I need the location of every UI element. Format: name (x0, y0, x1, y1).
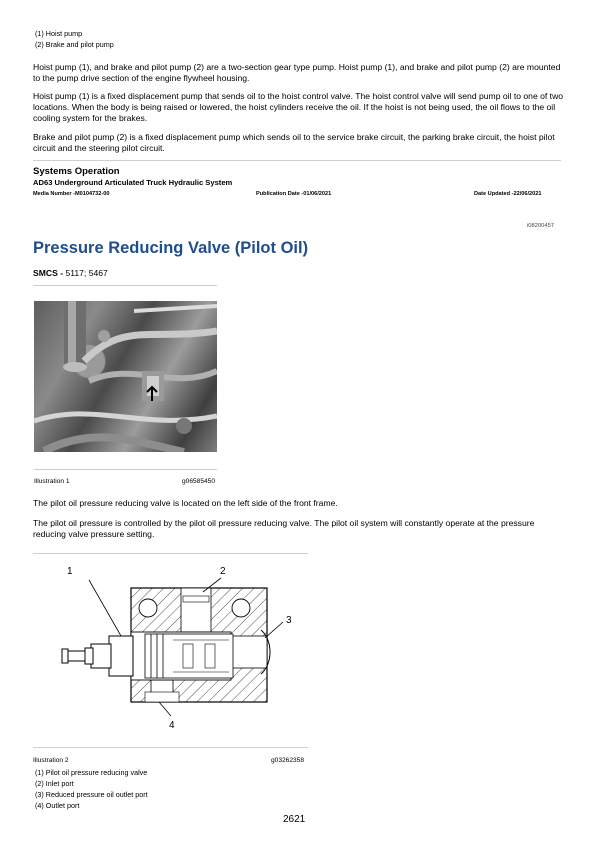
page-title: Pressure Reducing Valve (Pilot Oil) (33, 239, 309, 257)
callout-3: 3 (286, 615, 292, 626)
callout-1: 1 (67, 566, 73, 577)
location-paragraph: The pilot oil pressure reducing valve is located on the left side of the front frame. (33, 498, 338, 508)
smcs-line (33, 268, 108, 278)
publication-date: Publication Date -01/06/2021 (256, 191, 332, 197)
illustration-1-code: g06585450 (182, 478, 216, 485)
paragraph-2: Hoist pump (1) is a fixed displacement pump that sends oil to the hoist control valve. The hoist control valve will send pump oil to one of two locations. When the body is being raised or lowered, the hoist cylinders receive the oil. If the hoist is not being used, the oil flows to the oil cooling system for the brakes. (33, 91, 564, 123)
media-number: Media Number -M0104732-00 (33, 191, 110, 197)
date-updated: Date Updated -22/06/2021 (474, 191, 542, 197)
legend-item-1: (1) Pilot oil pressure reducing valve (35, 768, 148, 777)
intro-item-1: (1) Hoist pump (35, 29, 83, 38)
illustration-1-photo (34, 301, 217, 452)
illustration-2-rule (33, 747, 308, 748)
illustration-1-rule (34, 469, 217, 470)
paragraph-1: Hoist pump (1), and brake and pilot pump (2) are a two-section gear type pump. Hoist pump (1), and brake and pilot pump (2) are mounted to the pump drive section of the engine flywheel housing. (33, 62, 561, 83)
document-subtitle: AD63 Underground Articulated Truck Hydraulic System (33, 178, 233, 187)
smcs-rule (33, 285, 217, 286)
paragraph-3: Brake and pilot pump (2) is a fixed displacement pump which sends oil to the service brake circuit, the parking brake circuit, the hoist pilot circuit and the steering pilot circuit. (33, 132, 555, 153)
legend-item-4: (4) Outlet port (35, 801, 80, 810)
document-id: i08200457 (527, 223, 555, 229)
divider (33, 160, 561, 161)
illustration-1-caption: Illustration 1 (34, 478, 70, 485)
smcs-label: SMCS - (33, 268, 64, 278)
smcs-codes: 5117; 5467 (63, 268, 108, 278)
legend-item-3: (3) Reduced pressure oil outlet port (35, 790, 148, 799)
intro-item-2: (2) Brake and pilot pump (35, 40, 114, 49)
illustration-2-code: g03262358 (271, 757, 305, 764)
page-number: 2621 (283, 814, 306, 825)
legend-item-2: (2) Inlet port (35, 779, 74, 788)
section-heading: Systems Operation (33, 166, 120, 177)
diagram-top-rule (33, 553, 308, 554)
callout-4: 4 (169, 720, 175, 731)
callout-2: 2 (220, 566, 226, 577)
valve-diagram (33, 560, 308, 735)
illustration-2-caption: Illustration 2 (33, 757, 69, 764)
operation-paragraph: The pilot oil pressure is controlled by the pilot oil pressure reducing valve. The pilot oil system will constantly operate at the pressure reducing valve pressure setting. (33, 518, 535, 539)
